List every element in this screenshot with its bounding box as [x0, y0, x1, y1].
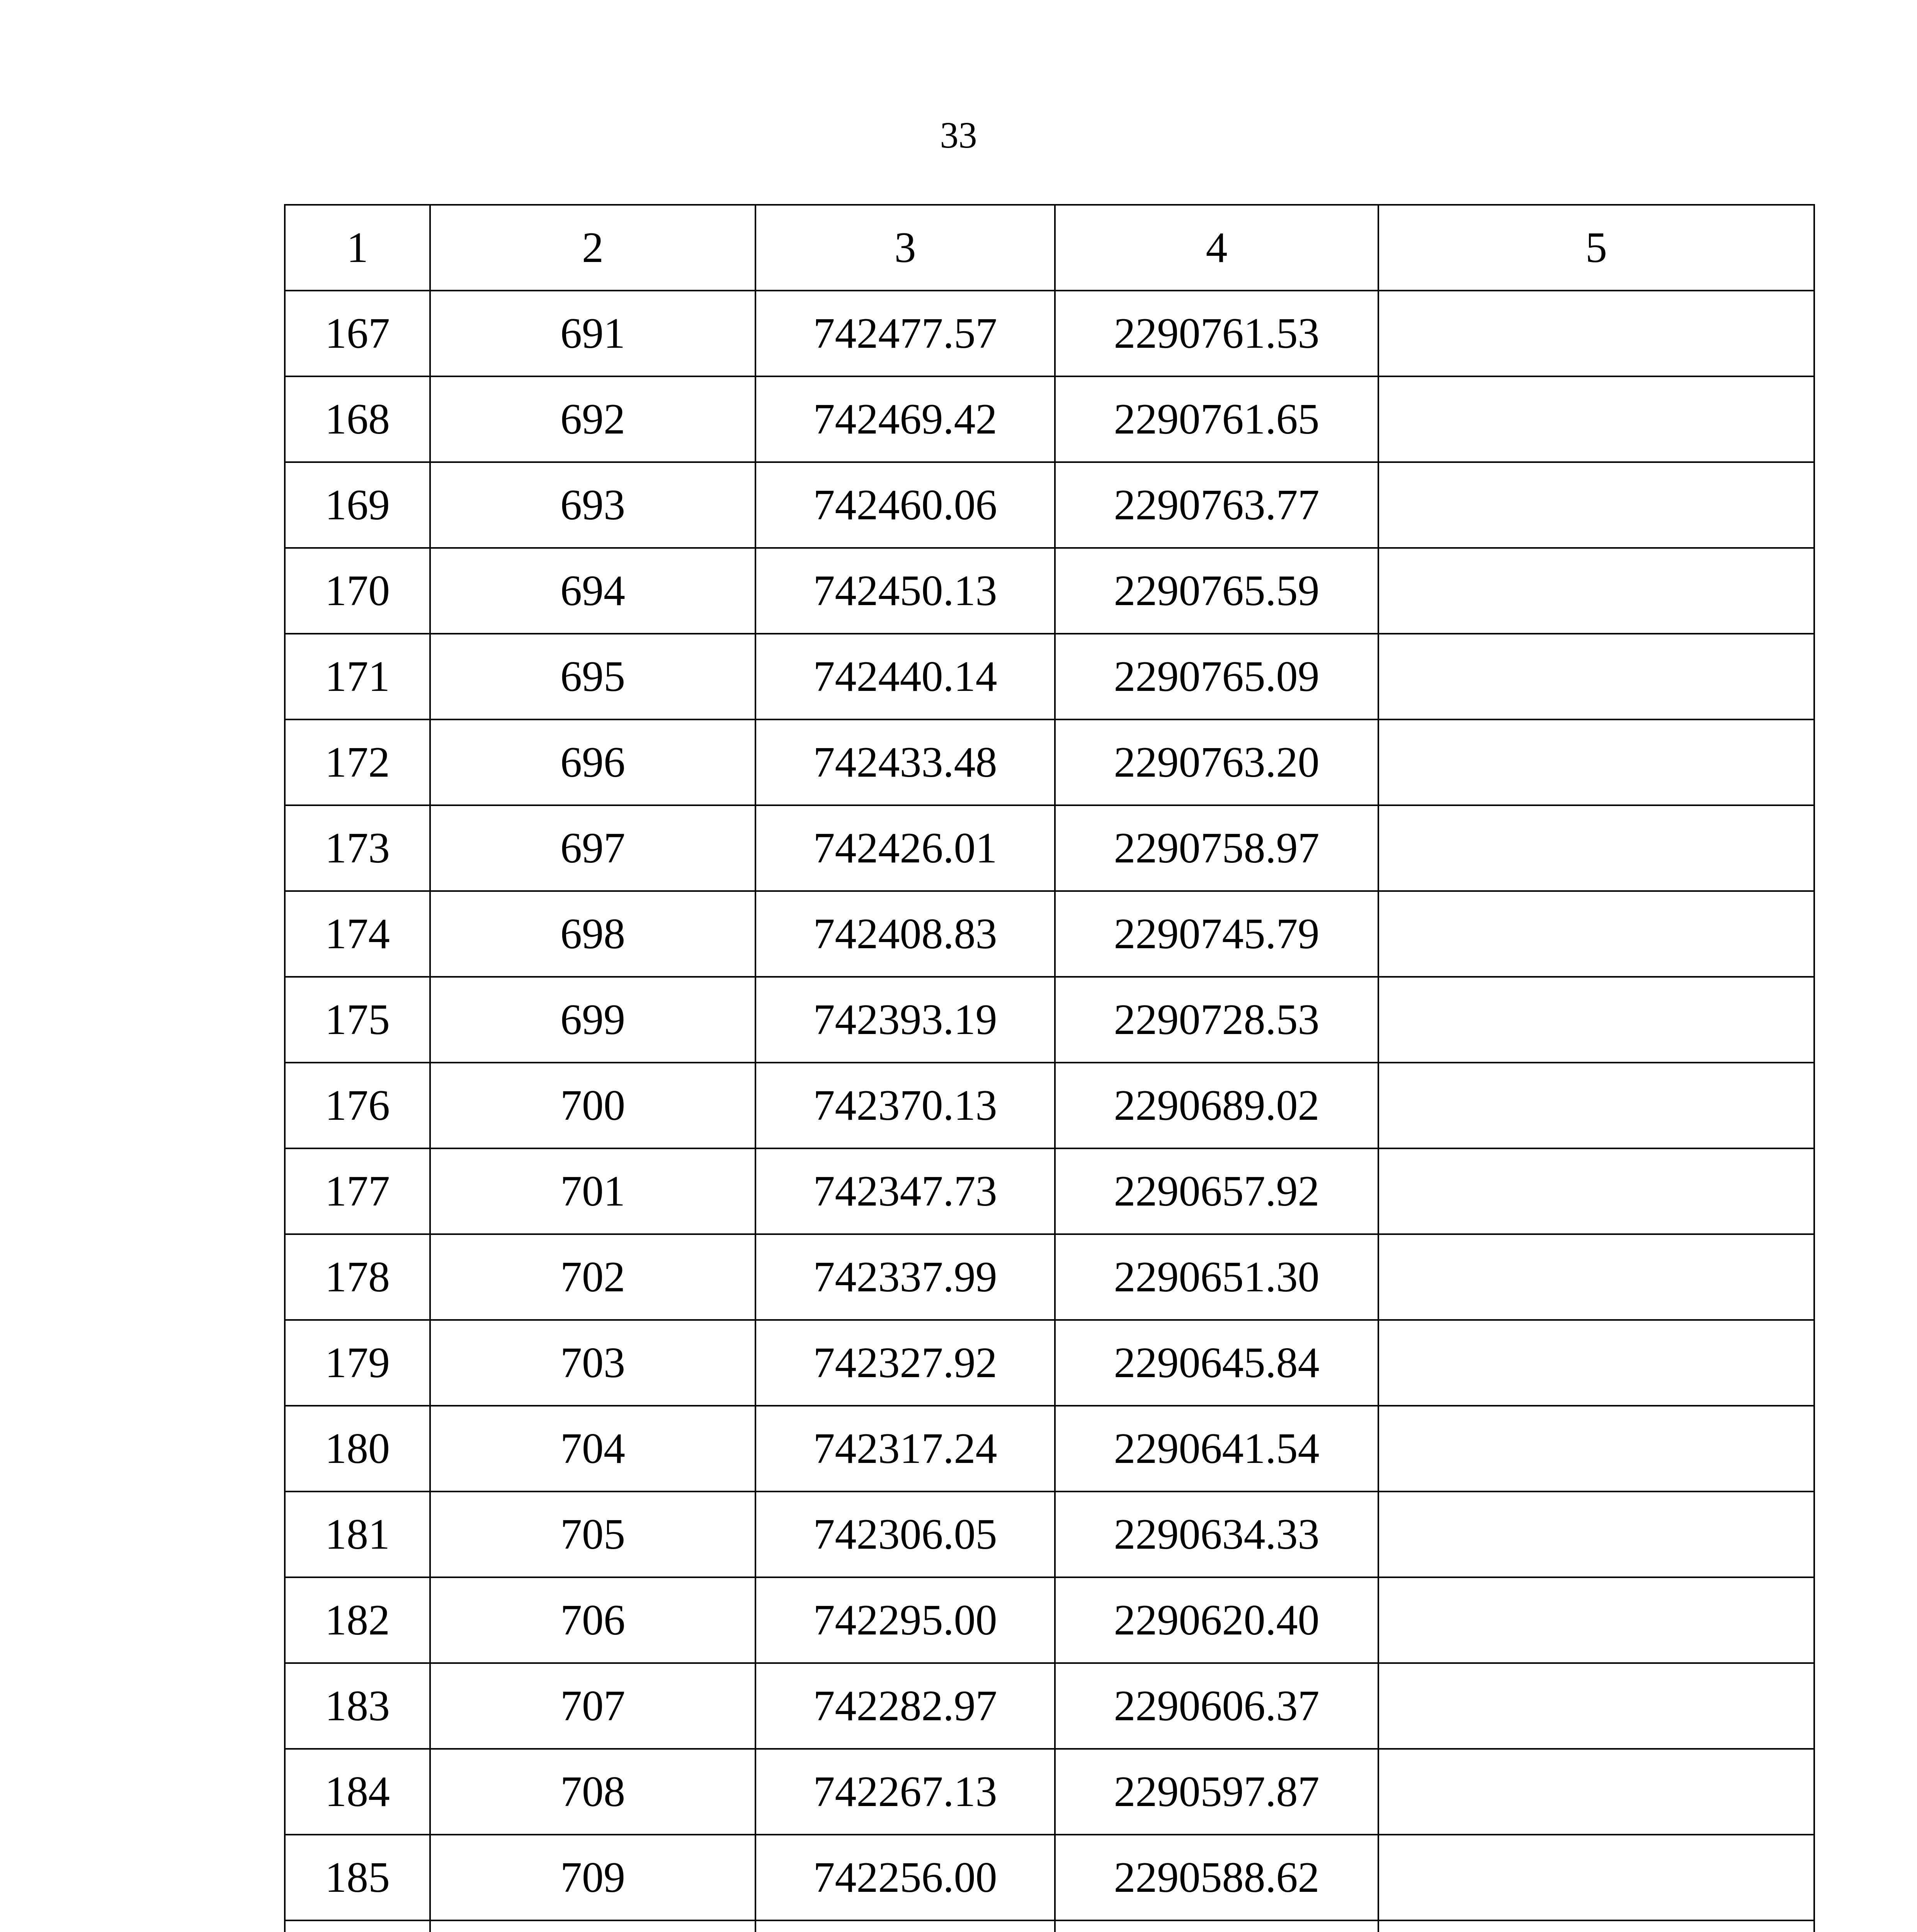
cell-point: 706 [430, 1577, 755, 1663]
cell-index: 172 [285, 719, 430, 805]
cell-note [1378, 977, 1814, 1063]
cell-y-coordinate: 2290745.79 [1055, 891, 1378, 977]
cell-y-coordinate: 2290761.53 [1055, 291, 1378, 376]
cell-x-coordinate: 742337.99 [755, 1234, 1055, 1320]
cell-y-coordinate: 2290689.02 [1055, 1063, 1378, 1148]
cell-index: 173 [285, 805, 430, 891]
cell-x-coordinate: 742469.42 [755, 376, 1055, 462]
cell-index: 178 [285, 1234, 430, 1320]
cell-note [1378, 1148, 1814, 1234]
table-header-row [285, 205, 1814, 291]
cell-y-coordinate: 2290657.92 [1055, 1148, 1378, 1234]
cell-x-coordinate: 742408.83 [755, 891, 1055, 977]
cell-x-coordinate: 742426.01 [755, 805, 1055, 891]
table-row [285, 376, 1814, 462]
cell-note [1378, 291, 1814, 376]
cell-note [1378, 548, 1814, 634]
header-cell-1: 1 [285, 205, 430, 291]
table-row [285, 1063, 1814, 1148]
cell-index: 170 [285, 548, 430, 634]
cell-point: 708 [430, 1749, 755, 1835]
cell-point [430, 1920, 755, 1932]
cell-index: 183 [285, 1663, 430, 1749]
table-row [285, 719, 1814, 805]
table-row [285, 977, 1814, 1063]
cell-y-coordinate: 2290606.37 [1055, 1663, 1378, 1749]
cell-point: 701 [430, 1148, 755, 1234]
table-row [285, 891, 1814, 977]
header-cell-2: 2 [430, 205, 755, 291]
cell-y-coordinate: 2290758.97 [1055, 805, 1378, 891]
cell-x-coordinate: 742295.00 [755, 1577, 1055, 1663]
cell-index: 174 [285, 891, 430, 977]
cell-note [1378, 1063, 1814, 1148]
cell-x-coordinate: 742433.48 [755, 719, 1055, 805]
page-number: 33 [940, 114, 977, 156]
cell-index: 181 [285, 1492, 430, 1577]
cell-y-coordinate: 2290588.62 [1055, 1835, 1378, 1920]
cell-y-coordinate: 2290765.59 [1055, 548, 1378, 634]
cell-y-coordinate [1055, 1920, 1378, 1932]
table-row [285, 1920, 1814, 1932]
cell-point: 699 [430, 977, 755, 1063]
cell-note [1378, 891, 1814, 977]
cell-y-coordinate: 2290597.87 [1055, 1749, 1378, 1835]
cell-index: 167 [285, 291, 430, 376]
cell-point: 705 [430, 1492, 755, 1577]
cell-point: 692 [430, 376, 755, 462]
cell-note [1378, 1492, 1814, 1577]
cell-x-coordinate: 742450.13 [755, 548, 1055, 634]
cell-note [1378, 1234, 1814, 1320]
cell-note [1378, 1577, 1814, 1663]
table-row [285, 805, 1814, 891]
cell-note [1378, 1920, 1814, 1932]
cell-x-coordinate: 742282.97 [755, 1663, 1055, 1749]
table-row [285, 291, 1814, 376]
cell-index: 180 [285, 1406, 430, 1492]
cell-note [1378, 376, 1814, 462]
table-row [285, 1577, 1814, 1663]
header-cell-5: 5 [1378, 205, 1814, 291]
table-row [285, 1835, 1814, 1920]
cell-point: 693 [430, 462, 755, 548]
cell-y-coordinate: 2290651.30 [1055, 1234, 1378, 1320]
table-row [285, 1492, 1814, 1577]
cell-point: 704 [430, 1406, 755, 1492]
cell-note [1378, 1320, 1814, 1406]
cell-x-coordinate: 742327.92 [755, 1320, 1055, 1406]
cell-point: 694 [430, 548, 755, 634]
cell-y-coordinate: 2290620.40 [1055, 1577, 1378, 1663]
cell-y-coordinate: 2290641.54 [1055, 1406, 1378, 1492]
table-row [285, 634, 1814, 719]
cell-note [1378, 805, 1814, 891]
cell-index: 169 [285, 462, 430, 548]
cell-index: 182 [285, 1577, 430, 1663]
table-row [285, 548, 1814, 634]
cell-point: 695 [430, 634, 755, 719]
cell-y-coordinate: 2290763.20 [1055, 719, 1378, 805]
cell-index: 179 [285, 1320, 430, 1406]
cell-y-coordinate: 2290763.77 [1055, 462, 1378, 548]
cell-x-coordinate [755, 1920, 1055, 1932]
cell-index: 168 [285, 376, 430, 462]
cell-x-coordinate: 742440.14 [755, 634, 1055, 719]
coordinates-table [284, 204, 1815, 1932]
cell-x-coordinate: 742460.06 [755, 462, 1055, 548]
cell-note [1378, 1749, 1814, 1835]
table-row [285, 1320, 1814, 1406]
cell-x-coordinate: 742306.05 [755, 1492, 1055, 1577]
cell-note [1378, 1663, 1814, 1749]
cell-point: 698 [430, 891, 755, 977]
cell-index: 175 [285, 977, 430, 1063]
cell-index: 177 [285, 1148, 430, 1234]
cell-x-coordinate: 742347.73 [755, 1148, 1055, 1234]
cell-point: 702 [430, 1234, 755, 1320]
cell-point: 700 [430, 1063, 755, 1148]
cell-index: 185 [285, 1835, 430, 1920]
cell-x-coordinate: 742256.00 [755, 1835, 1055, 1920]
cell-y-coordinate: 2290765.09 [1055, 634, 1378, 719]
cell-point: 696 [430, 719, 755, 805]
cell-x-coordinate: 742267.13 [755, 1749, 1055, 1835]
cell-index: 176 [285, 1063, 430, 1148]
cell-index: 171 [285, 634, 430, 719]
cell-point: 703 [430, 1320, 755, 1406]
cell-point: 697 [430, 805, 755, 891]
cell-note [1378, 719, 1814, 805]
cell-y-coordinate: 2290645.84 [1055, 1320, 1378, 1406]
header-cell-4: 4 [1055, 205, 1378, 291]
cell-x-coordinate: 742477.57 [755, 291, 1055, 376]
table-row [285, 1234, 1814, 1320]
table-row [285, 1663, 1814, 1749]
cell-index [285, 1920, 430, 1932]
cell-y-coordinate: 2290634.33 [1055, 1492, 1378, 1577]
cell-note [1378, 634, 1814, 719]
table-row [285, 1406, 1814, 1492]
cell-note [1378, 1406, 1814, 1492]
table-row [285, 1749, 1814, 1835]
cell-x-coordinate: 742393.19 [755, 977, 1055, 1063]
cell-y-coordinate: 2290761.65 [1055, 376, 1378, 462]
table-row [285, 462, 1814, 548]
cell-x-coordinate: 742370.13 [755, 1063, 1055, 1148]
cell-point: 709 [430, 1835, 755, 1920]
header-cell-3: 3 [755, 205, 1055, 291]
cell-y-coordinate: 2290728.53 [1055, 977, 1378, 1063]
cell-point: 691 [430, 291, 755, 376]
table-row [285, 1148, 1814, 1234]
cell-x-coordinate: 742317.24 [755, 1406, 1055, 1492]
cell-note [1378, 1835, 1814, 1920]
table-body [285, 205, 1814, 1932]
cell-point: 707 [430, 1663, 755, 1749]
cell-index: 184 [285, 1749, 430, 1835]
cell-note [1378, 462, 1814, 548]
